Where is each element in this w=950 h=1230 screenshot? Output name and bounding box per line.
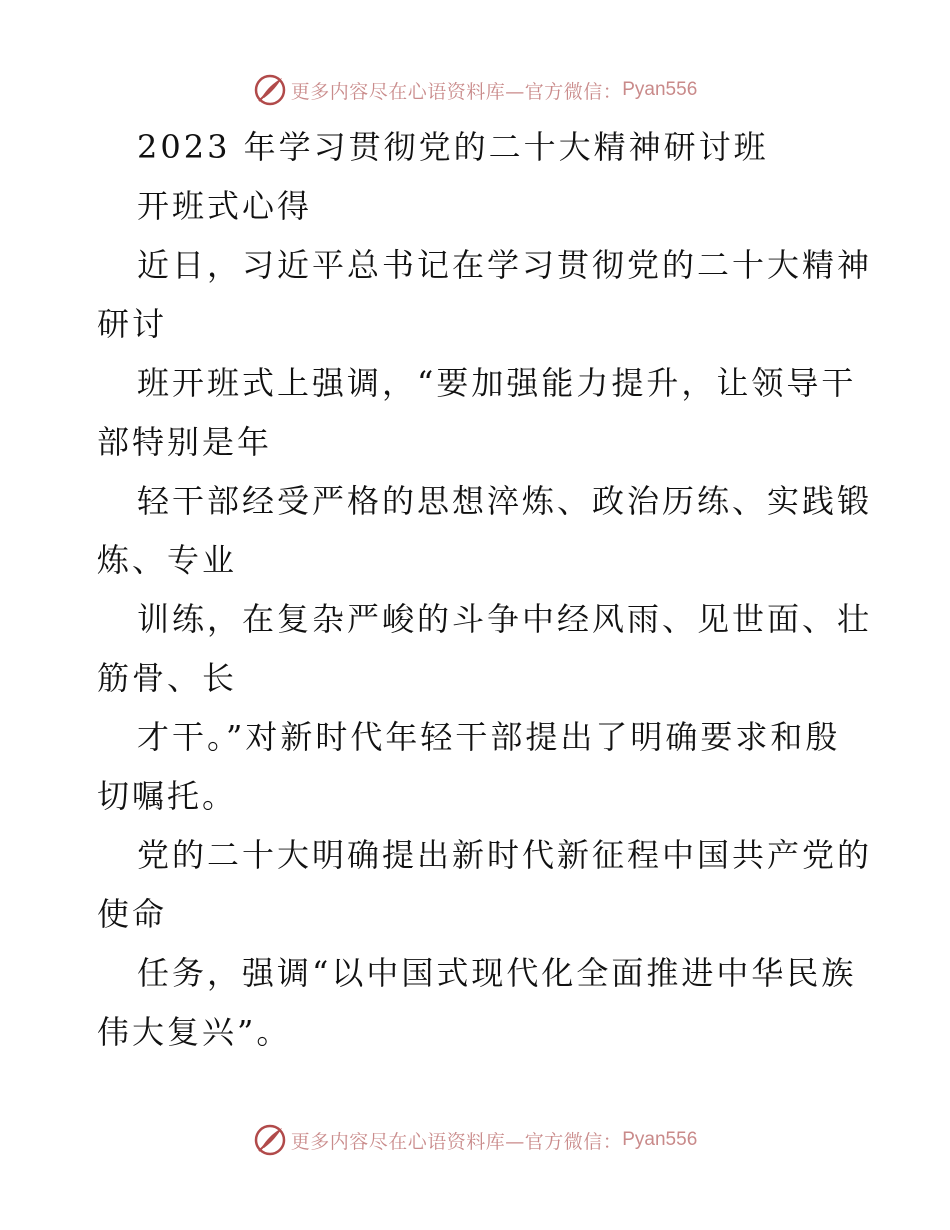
banner-text: 更多内容尽在心语资料库—官方微信：: [290, 1130, 623, 1153]
paragraph-line: 使命: [97, 895, 168, 933]
footer-banner: [0, 1120, 950, 1160]
paragraph-line: 党的二十大明确提出新时代新征程中国共产党的: [137, 836, 873, 874]
paragraph-line: 筋骨、长: [97, 659, 238, 697]
paragraph-line: 炼、专业: [97, 541, 238, 579]
paragraph-line: 轻干部经受严格的思想淬炼、政治历练、实践锻: [137, 482, 873, 520]
title-line-1: 2023 年学习贯彻党的二十大精神研讨班: [137, 128, 769, 166]
paragraph-line: 任务，强调“以中国式现代化全面推进中华民族: [137, 954, 857, 992]
banner-text: 更多内容尽在心语资料库—官方微信：: [290, 80, 623, 103]
paragraph-line: 班开班式上强调，“要加强能力提升，让领导干: [137, 364, 857, 402]
paragraph-line: 才干。”对新时代年轻干部提出了明确要求和殷: [137, 718, 841, 756]
title-line-2: 开班式心得: [137, 187, 313, 225]
paragraph-line: 研讨: [97, 305, 168, 343]
paragraph-line: 近日，习近平总书记在学习贯彻党的二十大精神: [137, 246, 873, 284]
paragraph-line: 部特别是年: [97, 423, 273, 461]
paragraph-line: 伟大复兴”。: [97, 1013, 292, 1051]
paragraph-line: 训练，在复杂严峻的斗争中经风雨、见世面、壮: [137, 600, 873, 638]
header-banner: [0, 70, 950, 110]
banner-wechat-id: Pyan556: [622, 1129, 698, 1150]
quill-seal-logo-icon: [253, 1123, 287, 1157]
banner-wechat-id: Pyan556: [622, 79, 698, 100]
paragraph-line: 切嘱托。: [97, 777, 238, 815]
quill-seal-logo-icon: [253, 73, 287, 107]
